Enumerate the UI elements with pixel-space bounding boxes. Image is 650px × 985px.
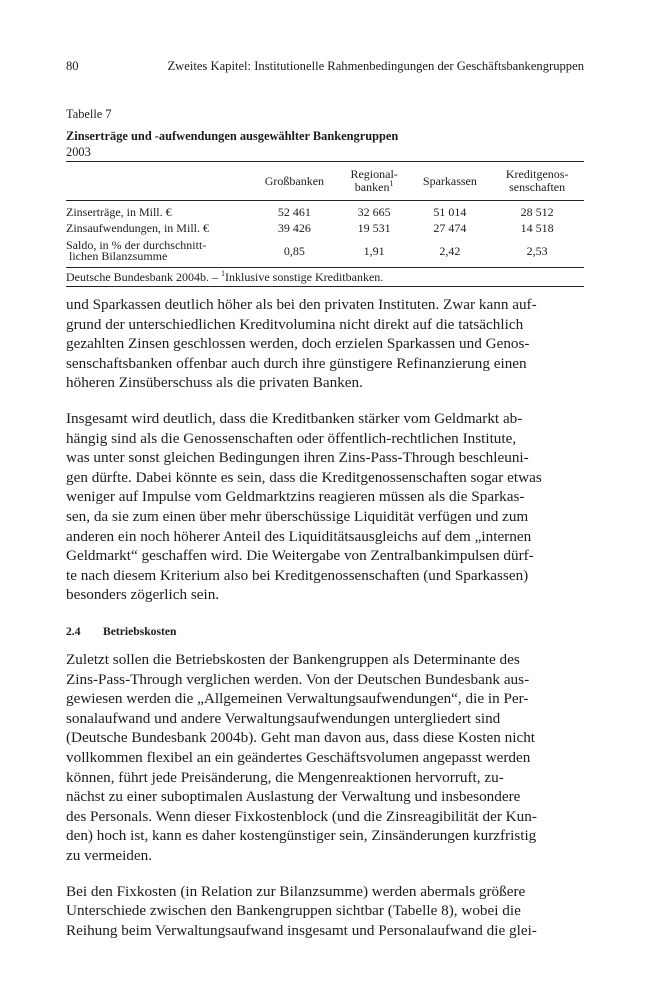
body-text-lower [66, 650, 584, 940]
footnote-mark: 1 [220, 269, 225, 278]
column-header-sparkassen [410, 162, 491, 201]
table-cell: 1,91 [339, 236, 410, 268]
row-header-cell [66, 162, 250, 201]
page-number: 80 [66, 59, 79, 73]
running-title: Zweites Kapitel: Institutionelle Rahmenbedingungen der Geschäftsbankengruppen [167, 59, 584, 73]
section-title: Betriebskosten [103, 625, 177, 638]
table-cell: 32 665 [357, 204, 391, 219]
column-header-grossbanken [250, 162, 339, 201]
table-row [66, 236, 584, 268]
paragraph: Insgesamt wird deutlich, dass die Kreditbanken stärker vom Geldmarkt ab- hängig sind als die Genossenschaften oder öffentlich-rechtlichen Institute, was unter sonst gleichen Bedingungen ihren Zins-Pass-Through beschleuni- gen dürfte. Dabei könnte es sein, dass die Kreditgenossenschaften sogar etwas weniger auf Impulse vom Geldmarktzins reagieren müssen als die Sparkas- sen, da sie zum einen über mehr überschüssige Liquidität verfügen und zum anderen ein noch höherer Anteil des Liquiditätsausgleichs auf dem „internen Geldmarkt“ geschaffen wird. Die Weitergabe von Zentralbankimpulsen dürf- te nach diesem Kriterium also bei Kreditgenossenschaften (und Sparkassen) besonders zögerlich sein. [66, 409, 542, 604]
column-header-footnote-mark: 1 [389, 179, 394, 188]
table-cell: 2,53 [490, 236, 584, 268]
body-text-upper [66, 295, 584, 605]
row-label: Saldo, in % der durchschnitt- lichen Bilanzsumme [66, 236, 250, 268]
table-caption: Zinserträge und -aufwendungen ausgewählter Bankengruppen [66, 129, 399, 143]
table-cell: 14 518 [520, 220, 554, 235]
table-row [66, 201, 584, 221]
table-cell: 2,42 [410, 236, 491, 268]
table-7 [66, 106, 584, 287]
data-table [66, 161, 584, 268]
paragraph: Zuletzt sollen die Betriebskosten der Bankengruppen als Determinante des Zins-Pass-Through verglichen werden. Von der Deutschen Bundesbank aus- gewiesen werden die „Allgemeinen Verwaltungsaufwendungen“, die in Per- sonalaufwand und andere Verwaltungsaufwendungen untergliedert sind (Deutsche Bundesbank 2004b). Geht man davon aus, dass diese Kosten nicht vollkommen flexibel an ein geändertes Geschäftsvolumen angepasst werden können, führt jede Preisänderung, die Mengenreaktionen hervorruft, zu- nächst zu einer suboptimalen Auslastung der Verwaltung und insbesondere des Personals. Wenn dieser Fixkostenblock (und die Zinsreagibilität der Kun- den) hoch ist, kann es daher kostengünstiger sein, Zinsänderungen kurzfristig zu vermeiden. [66, 651, 537, 864]
paragraph: und Sparkassen deutlich höher als bei den privaten Instituten. Zwar kann auf- grund der unterschiedlichen Kreditvolumina nicht direkt auf die tatsächlich gezahlten Zinsen geschlossen werden, doch erzielen Sparkassen und Genos- senschaftsbanken offenbar auch durch ihre günstigere Refinanzierung einen höheren Zinsüberschuss als die privaten Banken. [66, 296, 537, 392]
table-source-note [66, 268, 584, 287]
paragraph: Bei den Fixkosten (in Relation zur Bilanzsumme) werden abermals größere Unterschiede zwischen den Bankengruppen sichtbar (Tabelle 8), wobei die Reihung beim Verwaltungsaufwand insgesamt und Personalaufwand die glei- [66, 882, 537, 939]
table-body [66, 201, 584, 268]
section-heading [66, 624, 176, 639]
table-label: Tabelle 7 [66, 107, 112, 121]
column-header-text: Großbanken [264, 173, 325, 188]
table-year: 2003 [66, 145, 91, 159]
section-number: 2.4 [66, 625, 81, 638]
column-header-text: senschaften [509, 180, 566, 194]
footnote-text: Inklusive sonstige Kreditbanken. [224, 270, 384, 284]
column-header-regionalbanken [339, 162, 410, 201]
table-cell: 27 474 [433, 220, 467, 235]
table-cell: 19 531 [357, 220, 391, 235]
row-label: Zinserträge, in Mill. € [66, 204, 172, 219]
table-header-row [66, 162, 584, 201]
column-header-text: Regional- [350, 167, 398, 181]
column-header-text: Kreditgenos- [505, 167, 569, 181]
table-cell: 52 461 [277, 204, 311, 219]
table-cell: 28 512 [520, 204, 554, 219]
table-cell: 0,85 [250, 236, 339, 268]
column-header-text: banken [354, 180, 390, 194]
source-text: Deutsche Bundesbank 2004b. – [66, 270, 221, 284]
column-header-kreditgenossenschaften [490, 162, 584, 201]
table-cell: 51 014 [433, 204, 467, 219]
table-row [66, 220, 584, 236]
row-label: Zinsaufwendungen, in Mill. € [66, 220, 209, 235]
column-header-text: Sparkassen [422, 173, 477, 188]
table-cell: 39 426 [277, 220, 311, 235]
